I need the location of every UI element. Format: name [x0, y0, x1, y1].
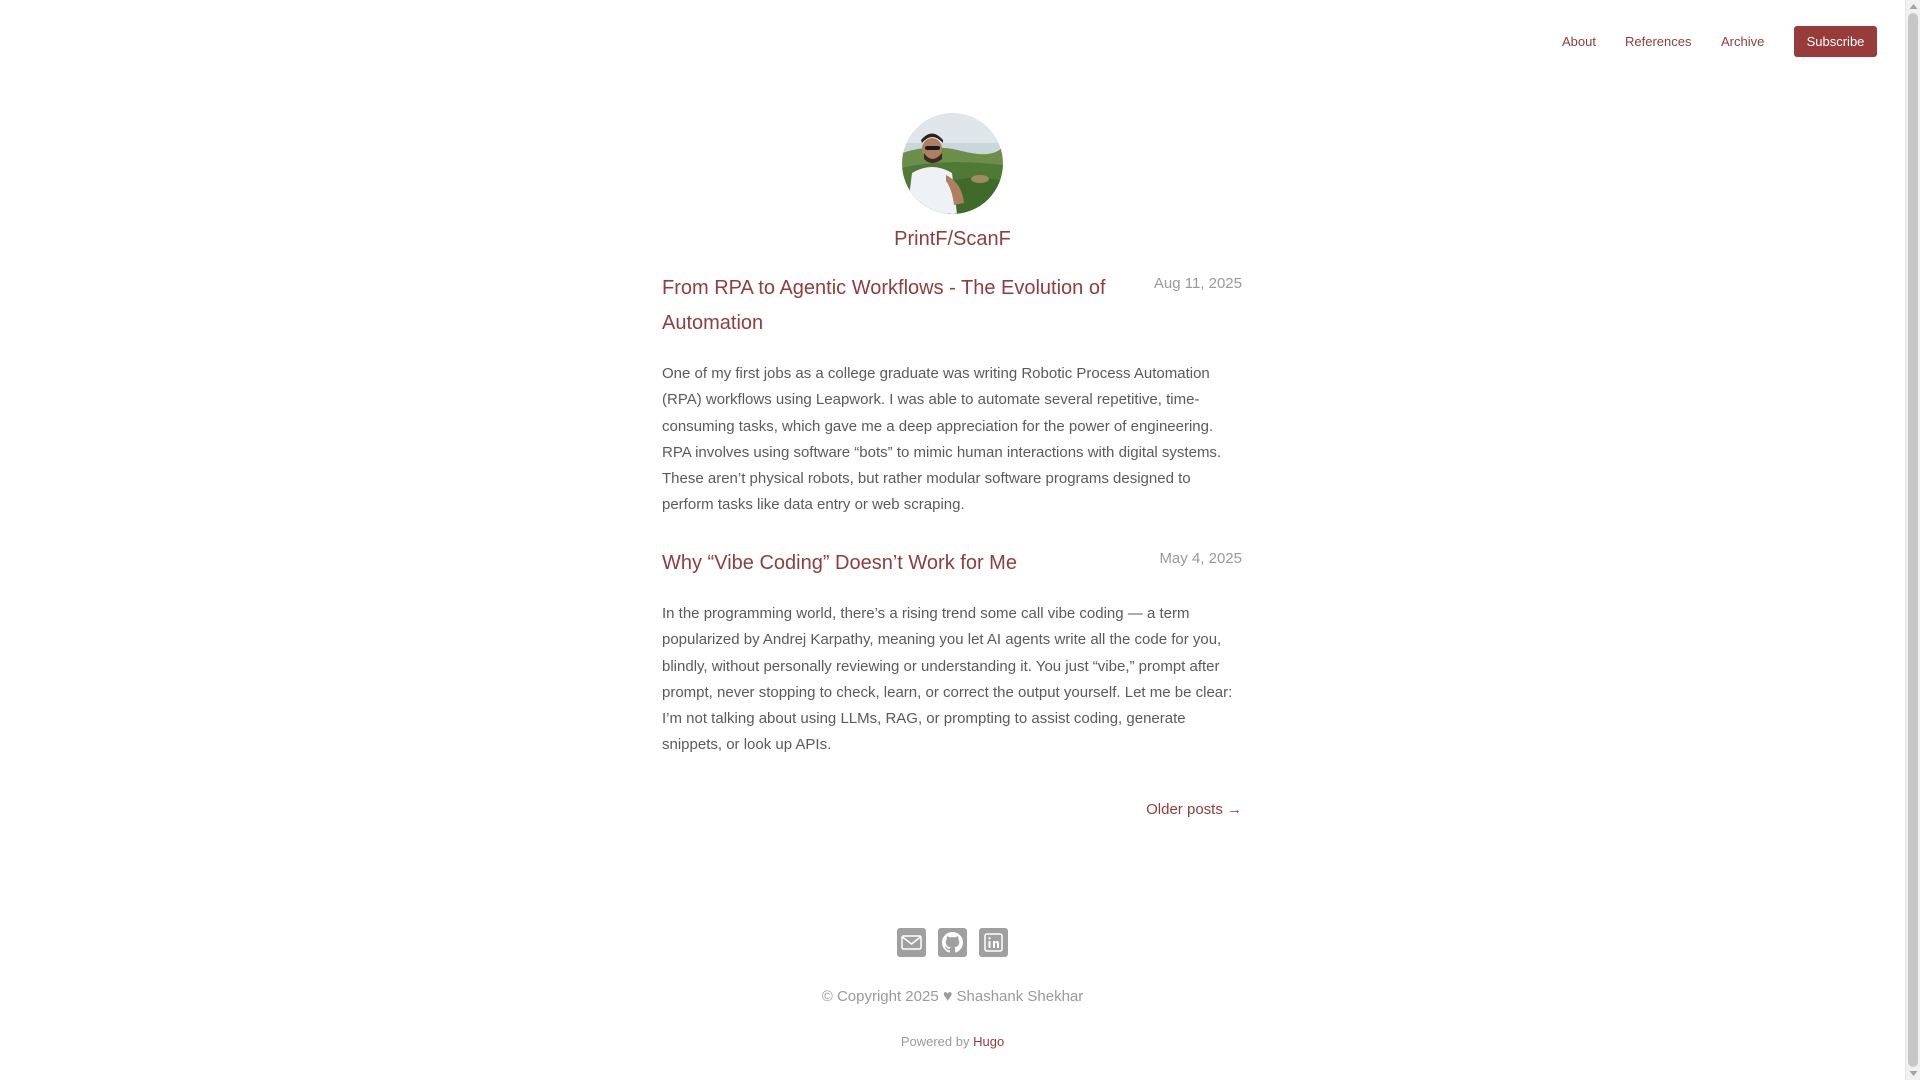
- scrollbar[interactable]: [1905, 0, 1920, 1080]
- top-nav: [0, 0, 1920, 84]
- post-date: May 4, 2025: [1159, 550, 1242, 567]
- subscribe-button[interactable]: Subscribe: [1794, 26, 1877, 57]
- scrollbar-thumb[interactable]: [1908, 13, 1918, 1067]
- nav-references-link[interactable]: References: [1625, 34, 1692, 49]
- scroll-down-arrow-icon[interactable]: [1909, 1069, 1918, 1078]
- post-date: Aug 11, 2025: [1153, 275, 1242, 292]
- site-title[interactable]: PrintF/ScanF: [894, 228, 1011, 250]
- heart-icon: ♥: [942, 988, 953, 1005]
- post-item: [662, 546, 1242, 759]
- post-item: [662, 271, 1242, 519]
- linkedin-icon[interactable]: [979, 928, 1008, 957]
- hugo-link[interactable]: Hugo: [973, 1034, 1005, 1049]
- powered-by: [0, 1034, 1905, 1049]
- powered-by-text: Powered by: [900, 1034, 970, 1049]
- github-icon[interactable]: [938, 928, 967, 957]
- nav-archive-link[interactable]: Archive: [1721, 34, 1765, 49]
- post-title-link[interactable]: Why “Vibe Coding” Doesn’t Work for Me: [662, 552, 1017, 574]
- copyright-text: © Copyright 2025: [821, 988, 939, 1005]
- profile-header: [0, 113, 1905, 251]
- nav-about-link[interactable]: About: [1562, 34, 1596, 49]
- social-links: [0, 928, 1905, 957]
- older-posts-link[interactable]: Older posts →: [1146, 801, 1242, 818]
- copyright: [0, 988, 1905, 1006]
- email-icon[interactable]: [897, 928, 926, 957]
- scroll-up-arrow-icon[interactable]: [1909, 2, 1918, 11]
- avatar: [902, 113, 1003, 214]
- post-title-link[interactable]: From RPA to Agentic Workflows - The Evolution of Automation: [662, 277, 1106, 334]
- post-summary: One of my first jobs as a college graduate was writing Robotic Process Automation (RPA) workflows using Leapwork. I was able to automate several repetitive, time-consuming tasks, which gave me a deep appreciation for the power of engineering. RPA involves using software “bots” to mimic human interactions with digital systems. These aren’t physical robots, but rather modular software programs designed to perform tasks like data entry or web scraping.: [662, 365, 1222, 514]
- author-name: Shashank Shekhar: [956, 988, 1084, 1005]
- post-summary: In the programming world, there’s a rising trend some call vibe coding — a term popularized by Andrej Karpathy, meaning you let AI agents write all the code for you, blindly, without personally reviewing or understanding it. You just “vibe,” prompt after prompt, never stopping to check, learn, or correct the output yourself. Let me be clear: I’m not talking about using LLMs, RAG, or prompting to assist coding, generate snippets, or look up APIs.: [662, 605, 1233, 754]
